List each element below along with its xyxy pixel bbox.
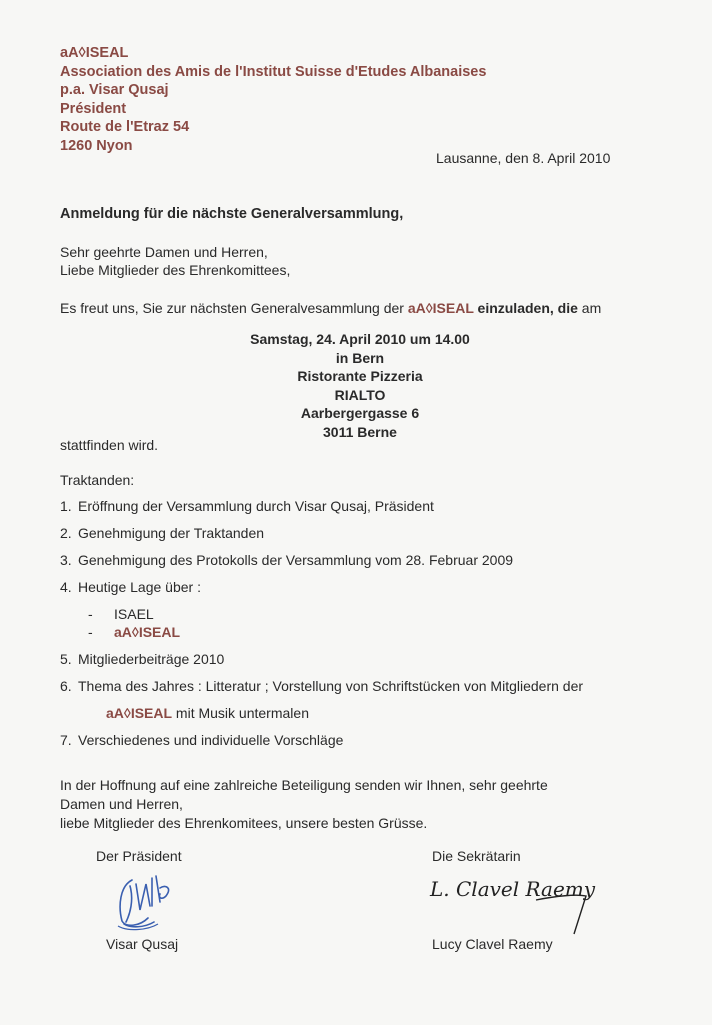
president-signature <box>100 866 190 936</box>
event-date-time: Samstag, 24. April 2010 um 14.00 <box>250 331 470 347</box>
agenda-item <box>60 732 343 748</box>
salutation-line-1: Sehr geehrte Damen und Herren, <box>60 244 268 260</box>
agenda-item-number: 7. <box>60 732 72 748</box>
sender-block <box>60 44 486 155</box>
closing-line-1: In der Hoffnung auf eine zahlreiche Beteiligung senden wir Ihnen, sehr geehrte <box>60 777 548 793</box>
event-postal-city: 3011 Berne <box>323 423 397 440</box>
agenda-item-text: Mitgliederbeiträge 2010 <box>78 651 225 667</box>
agenda-item-text: Eröffnung der Versammlung durch Visar Qusaj, Präsident <box>78 498 434 514</box>
org-full-name: Association des Amis de l'Institut Suisse d'Etudes Albanaises <box>60 63 487 80</box>
invite-text-start: Es freut uns, Sie zur nächsten Generalvesammlung der <box>60 300 408 316</box>
subitem-text: aA◊ISEAL <box>114 624 181 640</box>
care-of-line: p.a. Visar Qusaj <box>60 82 169 98</box>
agenda-item-text: Thema des Jahres : Litteratur ; Vorstellung von Schriftstücken von Mitgliedern der <box>78 678 584 694</box>
invite-org-brand: aA◊ISEAL <box>407 300 474 316</box>
agenda-item <box>60 498 434 514</box>
closing-line-3: liebe Mitglieder des Ehrenkomitees, unsere besten Grüsse. <box>60 815 428 831</box>
agenda-item <box>60 678 583 694</box>
event-venue-name: RIALTO <box>334 386 386 403</box>
secretary-role: Die Sekrätarin <box>432 848 521 864</box>
president-role: Der Präsident <box>96 848 182 864</box>
secretary-name: Lucy Clavel Raemy <box>432 936 553 952</box>
agenda-item-text: Heutige Lage über : <box>78 579 201 595</box>
event-city: in Bern <box>335 349 385 366</box>
agenda-item-text: Verschiedenes und individuelle Vorschläge <box>78 732 344 748</box>
agenda-item-text: Genehmigung der Traktanden <box>78 525 265 541</box>
sender-city: 1260 Nyon <box>60 137 133 154</box>
secretary-signature <box>426 866 596 936</box>
org-short-name: aA◊ISEAL <box>60 45 129 61</box>
continuation-text: mit Musik untermalen <box>172 705 309 721</box>
agenda-item <box>60 651 224 667</box>
agenda-item-number: 1. <box>60 498 72 514</box>
agenda-item-text: Genehmigung des Protokolls der Versammlung vom 28. Februar 2009 <box>78 552 514 568</box>
salutation <box>60 243 290 279</box>
event-venue-type: Ristorante Pizzeria <box>297 368 423 384</box>
agenda-heading: Traktanden: <box>60 472 135 488</box>
agenda-item-number: 4. <box>60 579 72 595</box>
agenda-item <box>60 525 264 541</box>
event-street: Aarbergergasse 6 <box>300 405 420 421</box>
event-details <box>200 330 520 441</box>
letter-subject: Anmeldung für die nächste Generalversammlung, <box>60 206 404 222</box>
agenda-item-number: 6. <box>60 678 72 694</box>
letter-date: Lausanne, den 8. April 2010 <box>436 150 611 166</box>
subitem-text: ISAEL <box>114 606 154 622</box>
agenda-item <box>60 579 201 595</box>
president-name: Visar Qusaj <box>106 936 179 952</box>
salutation-line-2: Liebe Mitglieder des Ehrenkomittees, <box>60 262 291 278</box>
agenda-item-number: 3. <box>60 552 72 568</box>
agenda-subitem <box>88 606 154 622</box>
continuation-org-brand: aA◊ISEAL <box>106 705 173 721</box>
agenda-item-number: 2. <box>60 525 72 541</box>
sender-street: Route de l'Etraz 54 <box>60 119 190 135</box>
invite-text-bold: einzuladen, die <box>473 300 578 316</box>
agenda-item-number: 5. <box>60 651 72 667</box>
agenda-subitem <box>88 624 180 640</box>
agenda-item <box>60 552 513 568</box>
closing-line-2: Damen und Herren, <box>60 796 183 812</box>
subitem-dash: - <box>88 606 93 622</box>
invite-text-end: am <box>577 300 602 316</box>
stattfinden-line: stattfinden wird. <box>60 437 159 453</box>
subitem-dash: - <box>88 624 93 640</box>
sender-role: Président <box>60 100 127 117</box>
agenda-item-continuation <box>106 705 309 721</box>
invitation-sentence <box>60 300 601 316</box>
closing-paragraph <box>60 776 548 833</box>
secretary-signature-text: L. Clavel Raemy <box>430 877 596 901</box>
